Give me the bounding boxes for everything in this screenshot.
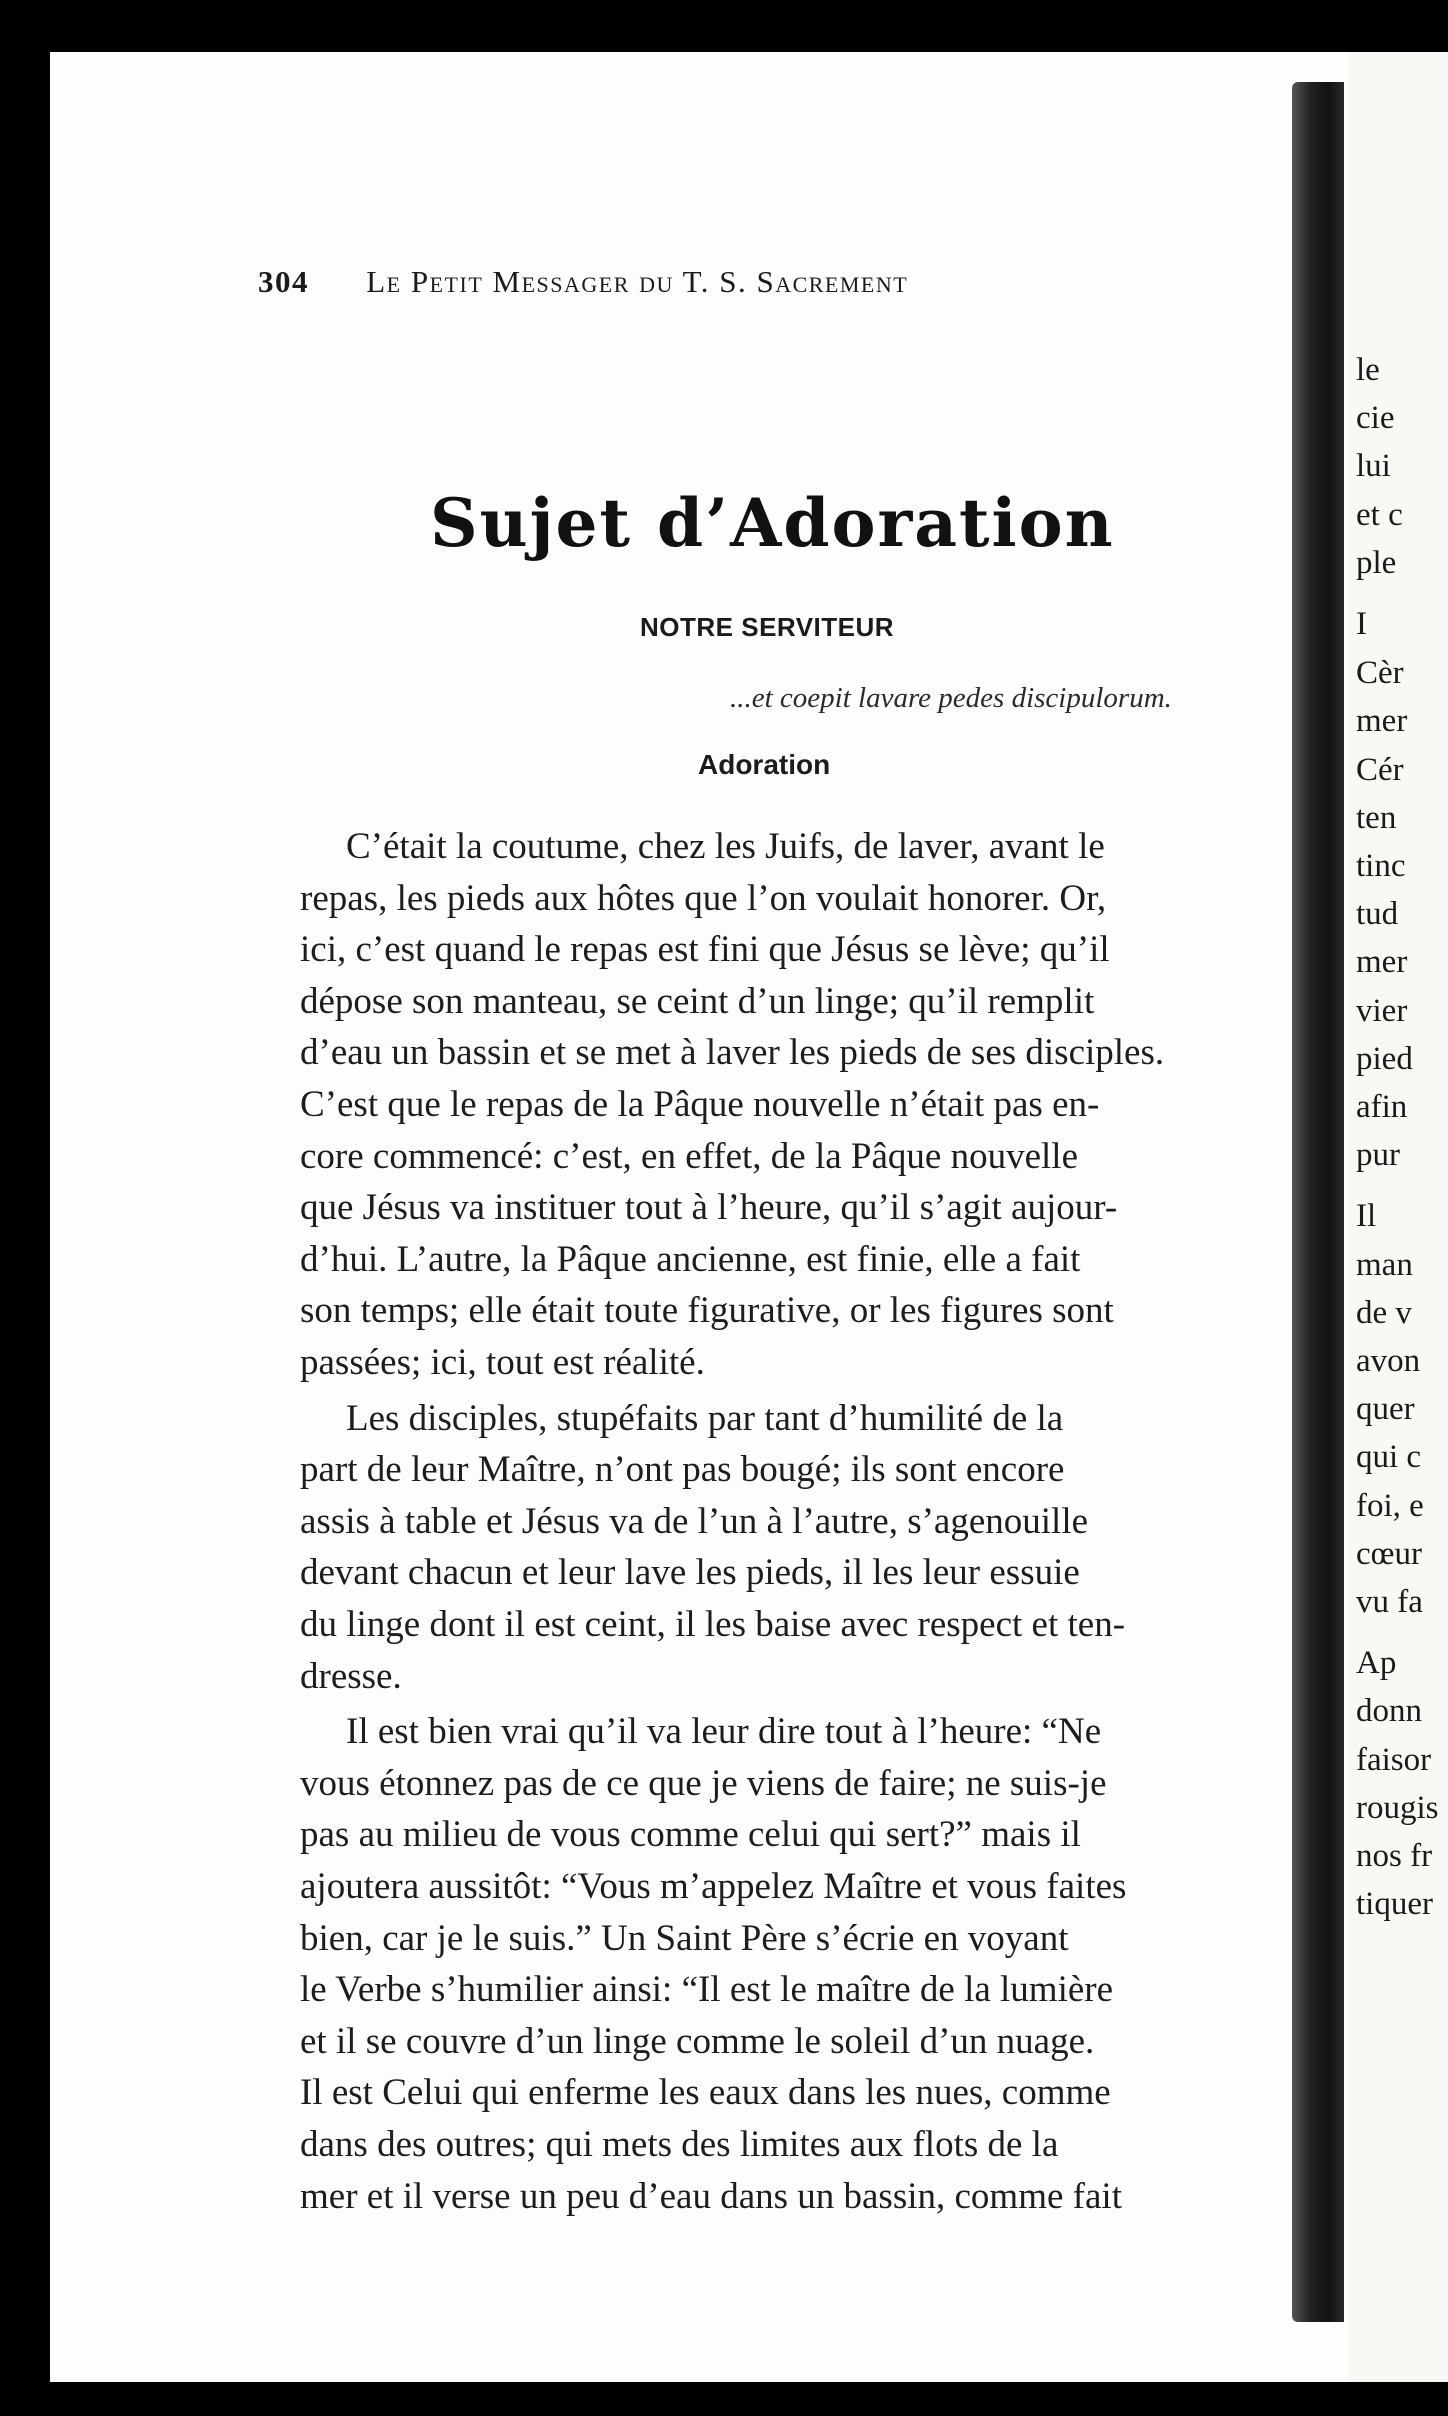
body-line: Il est bien vrai qu’il va leur dire tout à l’heure: “Ne bbox=[346, 1711, 1102, 1753]
body-line: mer et il verse un peu d’eau dans un bassin, comme fait bbox=[300, 2175, 1122, 2217]
book-spine bbox=[1292, 82, 1344, 2322]
body-line: assis à table et Jésus va de l’un à l’autre, s’agenouille bbox=[300, 1500, 1089, 1542]
body-line: que Jésus va instituer tout à l’heure, qu’il s’agit aujour- bbox=[300, 1187, 1118, 1229]
body-line: passées; ici, tout est réalité. bbox=[300, 1342, 705, 1383]
facing-line: mer bbox=[1356, 944, 1408, 980]
running-title: Le Petit Messager du T. S. Sacrement bbox=[366, 264, 909, 299]
facing-line: foi, e bbox=[1356, 1488, 1424, 1524]
facing-line: Ap bbox=[1356, 1645, 1397, 1681]
body-line: d’eau un bassin et se met à laver les pieds de ses disciples. bbox=[300, 1032, 1165, 1074]
body-line: dresse. bbox=[300, 1655, 402, 1697]
facing-line: ple bbox=[1356, 545, 1397, 581]
body-line: dépose son manteau, se ceint d’un linge; qu’il remplit bbox=[300, 980, 1095, 1022]
epigraph: ...et coepit lavare pedes discipulorum. bbox=[730, 682, 1172, 714]
facing-line: nos fr bbox=[1356, 1838, 1433, 1874]
facing-line: et c bbox=[1356, 497, 1403, 533]
facing-line: vier bbox=[1356, 993, 1408, 1029]
body-line: bien, car je le suis.” Un Saint Père s’écrie en voyant bbox=[300, 1917, 1069, 1959]
body-line: ajoutera aussitôt: “Vous m’appelez Maître et vous faites bbox=[300, 1866, 1127, 1907]
section-heading: Adoration bbox=[698, 749, 831, 780]
facing-page bbox=[1348, 52, 1448, 2382]
facing-line: faisor bbox=[1356, 1742, 1432, 1778]
facing-line: mer bbox=[1356, 703, 1408, 739]
body-line: Il est Celui qui enferme les eaux dans les nues, comme bbox=[300, 2072, 1111, 2114]
body-line: Les disciples, stupéfaits par tant d’humilité de la bbox=[346, 1397, 1064, 1439]
facing-line: donn bbox=[1356, 1693, 1422, 1729]
facing-line: man bbox=[1356, 1247, 1413, 1283]
body-line: C’est que le repas de la Pâque nouvelle n’était pas en- bbox=[300, 1084, 1100, 1125]
book-page bbox=[50, 52, 1350, 2382]
facing-line: le bbox=[1356, 352, 1380, 388]
facing-line: ten bbox=[1356, 800, 1397, 836]
body-line: pas au milieu de vous comme celui qui sert?” mais il bbox=[300, 1814, 1081, 1856]
body-line: dans des outres; qui mets des limites aux flots de la bbox=[300, 2124, 1059, 2165]
body-line: repas, les pieds aux hôtes que l’on voulait honorer. Or, bbox=[300, 877, 1107, 919]
body-line: ici, c’est quand le repas est fini que Jésus se lève; qu’il bbox=[300, 929, 1110, 971]
body-line: part de leur Maître, n’ont pas bougé; ils sont encore bbox=[300, 1449, 1065, 1491]
facing-line: quer bbox=[1356, 1391, 1415, 1427]
article-title: Sujet d’Adoration bbox=[430, 484, 1115, 562]
facing-line: cie bbox=[1356, 400, 1395, 436]
facing-line: de v bbox=[1356, 1295, 1412, 1331]
body-line: et il se couvre d’un linge comme le soleil d’un nuage. bbox=[300, 2020, 1095, 2062]
body-line: d’hui. L’autre, la Pâque ancienne, est finie, elle a fait bbox=[300, 1238, 1081, 1280]
facing-line: rougis bbox=[1356, 1790, 1439, 1826]
body-line: son temps; elle était toute figurative, or les figures sont bbox=[300, 1290, 1114, 1332]
facing-line: Il bbox=[1356, 1198, 1377, 1234]
facing-line: pur bbox=[1356, 1137, 1400, 1173]
facing-line: afin bbox=[1356, 1089, 1408, 1125]
facing-line: avon bbox=[1356, 1343, 1421, 1379]
facing-line: vu fa bbox=[1356, 1584, 1423, 1620]
facing-line: tinc bbox=[1356, 848, 1406, 884]
facing-line: I bbox=[1356, 606, 1367, 642]
body-line: C’était la coutume, chez les Juifs, de laver, avant le bbox=[346, 826, 1105, 867]
facing-line: pied bbox=[1356, 1041, 1413, 1077]
facing-line: qui c bbox=[1356, 1439, 1422, 1475]
body-line: du linge dont il est ceint, il les baise avec respect et ten- bbox=[300, 1604, 1126, 1645]
facing-line: tiquer bbox=[1356, 1886, 1433, 1922]
facing-line: tud bbox=[1356, 896, 1399, 932]
article-subtitle: NOTRE SERVITEUR bbox=[640, 612, 895, 642]
facing-line: Cér bbox=[1356, 752, 1404, 788]
page-number: 304 bbox=[258, 264, 309, 299]
body-line: vous étonnez pas de ce que je viens de faire; ne suis-je bbox=[300, 1762, 1107, 1804]
body-line: le Verbe s’humilier ainsi: “Il est le maître de la lumière bbox=[300, 1969, 1114, 2011]
facing-line: cœur bbox=[1356, 1536, 1422, 1572]
facing-line: Cèr bbox=[1356, 655, 1404, 691]
body-line: devant chacun et leur lave les pieds, il les leur essuie bbox=[300, 1552, 1080, 1594]
facing-line: lui bbox=[1356, 448, 1391, 484]
body-line: core commencé: c’est, en effet, de la Pâque nouvelle bbox=[300, 1135, 1079, 1177]
running-head bbox=[258, 264, 1208, 300]
